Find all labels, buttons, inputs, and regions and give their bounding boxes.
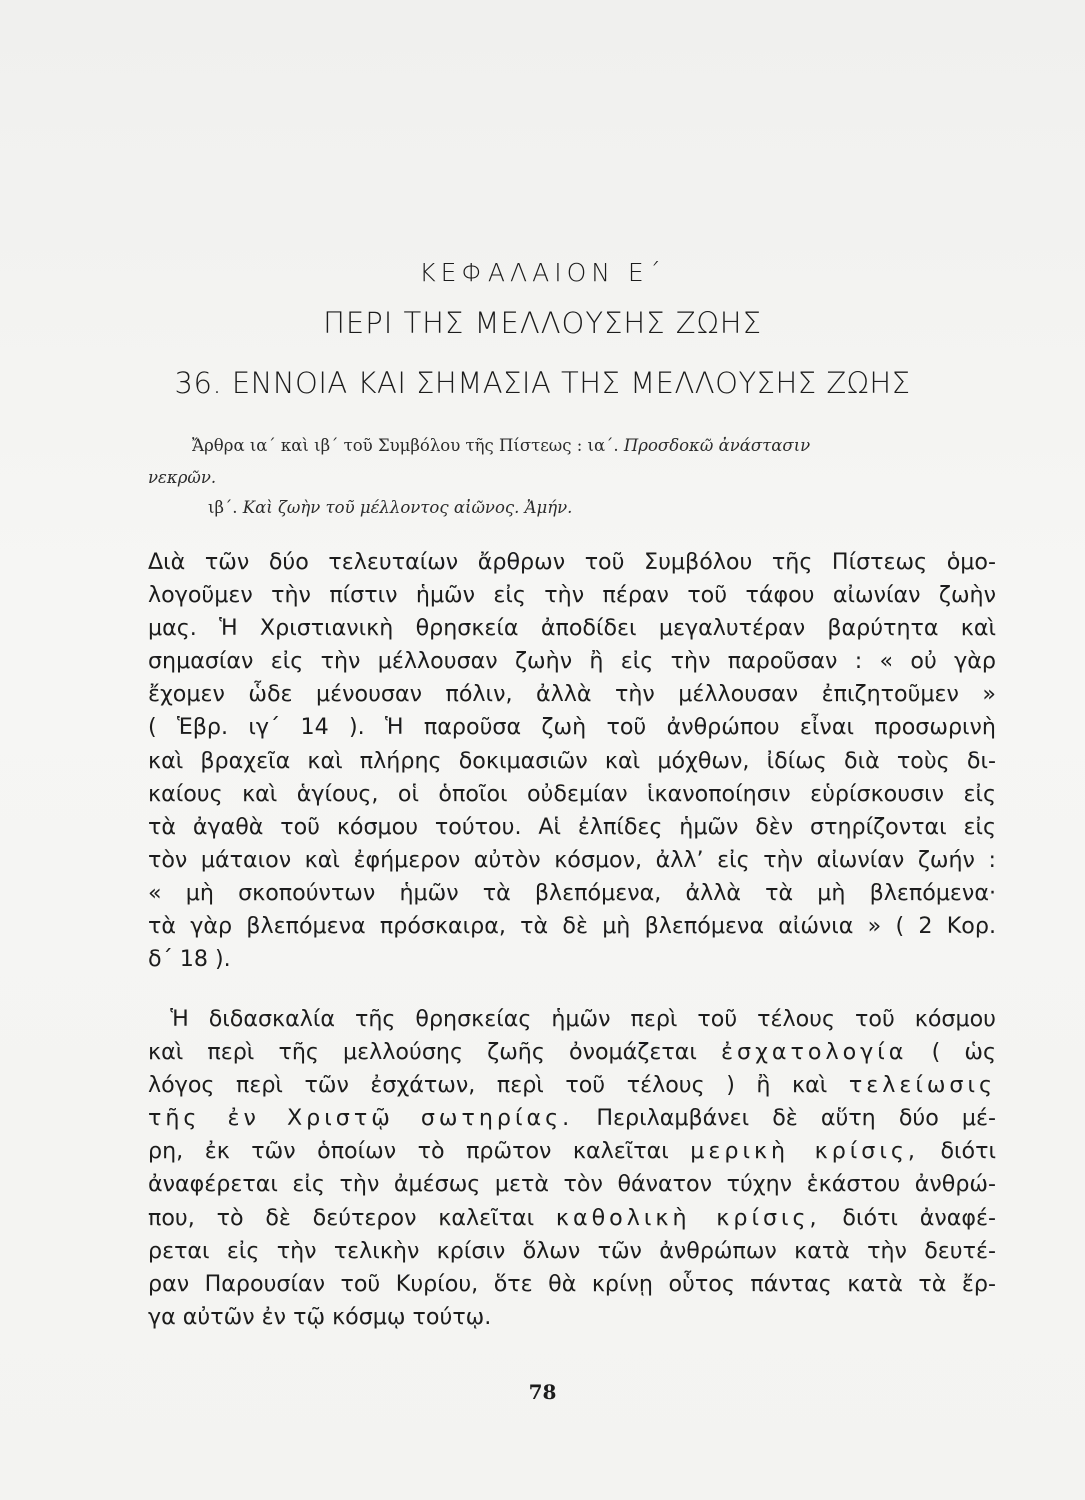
paragraph-text: Ἡ διδασκαλία τῆς θρησκείας ἡμῶν περὶ τοῦ τέλους τοῦ κόσμου — [170, 1006, 996, 1032]
emphasized-term: τῆς ἐν Χριστῷ σωτηρίας. — [148, 1105, 574, 1132]
paragraph-line: ( Ἑβρ. ιγ΄ 14 ). Ἡ παροῦσα ζωὴ τοῦ ἀνθρώπου εἶναι προσωρινὴ — [148, 714, 996, 741]
paragraph-text: διότι — [940, 1138, 996, 1165]
paragraph-line: Διὰ τῶν δύο τελευταίων ἄρθρων τοῦ Συμβόλου τῆς Πίστεως ὁμο- — [148, 549, 996, 575]
paragraph-text: που, τὸ δὲ δεύτερον καλεῖται — [148, 1204, 535, 1231]
paragraph-text: Περιλαμβάνει δὲ αὕτη δύο μέ- — [596, 1105, 996, 1132]
creed-reference-line-2 — [148, 468, 216, 487]
paragraph-text: διότι ἀναφέ- — [842, 1204, 997, 1231]
paragraph-line — [148, 1069, 996, 1102]
paragraph-line: ἔχομεν ὧδε μένουσαν πόλιν, ἀλλὰ τὴν μέλλουσαν ἐπιζητοῦμεν » — [148, 681, 996, 708]
emphasized-term: τελείωσις — [848, 1072, 996, 1099]
paragraph-line: μας. Ἡ Χριστιανικὴ θρησκεία ἀποδίδει μεγαλυτέραν βαρύτητα καὶ — [148, 615, 996, 642]
paragraph-1 — [148, 546, 996, 976]
creed-quote-text: Προσδοκῶ ἀνάστασιν — [623, 436, 811, 455]
paragraph-line — [148, 1202, 996, 1235]
page-number: 78 — [528, 1380, 557, 1404]
paragraph-line: καίους καὶ ἁγίους, οἱ ὁποῖοι οὐδεμίαν ἱκανοποίησιν εὑρίσκουσιν εἰς — [148, 780, 996, 807]
creed-reference-text: Ἄρθρα ια΄ καὶ ιβ΄ τοῦ Συμβόλου τῆς Πίστεως : ια΄. — [192, 436, 619, 455]
emphasized-term: ἐσχατολογία — [721, 1039, 908, 1066]
creed-reference-line-1 — [192, 436, 810, 455]
paragraph-line: σημασίαν εἰς τὴν μέλλουσαν ζωὴν ἢ εἰς τὴν παροῦσαν : « οὐ γὰρ — [148, 648, 996, 675]
paragraph-text: ρη, ἐκ τῶν ὁποίων τὸ πρῶτον καλεῖται — [148, 1138, 669, 1165]
paragraph-line: ραν Παρουσίαν τοῦ Κυρίου, ὅτε θὰ κρίνῃ οὗτος πάντας κατὰ τὰ ἔρ- — [148, 1270, 996, 1297]
paragraph-text: λόγος περὶ τῶν ἐσχάτων, περὶ τοῦ τέλους ) ἢ καὶ — [148, 1072, 828, 1099]
emphasized-term: μερικὴ κρίσις, — [690, 1138, 919, 1165]
paragraph-line: λογοῦμεν τὴν πίστιν ἡμῶν εἰς τὴν πέραν τοῦ τάφου αἰωνίαν ζωὴν — [148, 582, 996, 609]
paragraph-line: γα αὐτῶν ἐν τῷ κόσμῳ τούτῳ. — [148, 1303, 492, 1330]
section-heading: 36. ΕΝΝΟΙΑ ΚΑΙ ΣΗΜΑΣΙΑ ΤΗΣ ΜΕΛΛΟΥΣΗΣ ΖΩΗΣ — [174, 366, 911, 400]
chapter-title: ΠΕΡΙ ΤΗΣ ΜΕΛΛΟΥΣΗΣ ΖΩΗΣ — [323, 306, 762, 340]
paragraph-line: δ΄ 18 ). — [148, 946, 231, 973]
creed-article-number: ιβ΄. — [208, 498, 238, 517]
paragraph-line: ρεται εἰς τὴν τελικὴν κρίσιν ὅλων τῶν ἀνθρώπων κατὰ τὴν δευτέ- — [148, 1237, 996, 1264]
chapter-label: ΚΕΦΑΛΑΙΟΝ Ε΄ — [419, 258, 666, 287]
paragraph-line: ἀναφέρεται εἰς τὴν ἀμέσως μετὰ τὸν θάνατον τύχην ἑκάστου ἀνθρώ- — [148, 1171, 996, 1198]
paragraph-line: « μὴ σκοπούντων ἡμῶν τὰ βλεπόμενα, ἀλλὰ τὰ μὴ βλεπόμενα· — [148, 879, 996, 906]
paragraph-2 — [148, 1003, 996, 1334]
paragraph-text: ( ὡς — [931, 1039, 996, 1066]
paragraph-line — [148, 1003, 996, 1036]
paragraph-line: τὰ ἀγαθὰ τοῦ κόσμου τούτου. Αἱ ἐλπίδες ἡμῶν δὲν στηρίζονται εἰς — [148, 813, 996, 840]
creed-reference-line-3 — [208, 498, 572, 517]
paragraph-text: καὶ περὶ τῆς μελλούσης ζωῆς ὀνομάζεται — [148, 1039, 697, 1066]
paragraph-line: τὰ γὰρ βλεπόμενα πρόσκαιρα, τὰ δὲ μὴ βλεπόμενα αἰώνια » ( 2 Κορ. — [148, 913, 996, 940]
paragraph-line: τὸν μάταιον καὶ ἐφήμερον αὐτὸν κόσμον, ἀλλ’ εἰς τὴν αἰωνίαν ζωήν : — [148, 846, 996, 873]
paragraph-line: καὶ βραχεῖα καὶ πλήρης δοκιμασιῶν καὶ μόχθων, ἰδίως διὰ τοὺς δι- — [148, 747, 996, 774]
paragraph-line — [148, 1135, 996, 1168]
paragraph-line — [148, 1036, 996, 1069]
paragraph-line — [148, 1102, 996, 1135]
emphasized-term: καθολικὴ κρίσις, — [555, 1204, 821, 1231]
creed-quote-text: νεκρῶν. — [148, 468, 217, 487]
creed-quote-text: Καὶ ζωὴν τοῦ μέλλοντος αἰῶνος. Ἀμήν. — [242, 498, 573, 517]
